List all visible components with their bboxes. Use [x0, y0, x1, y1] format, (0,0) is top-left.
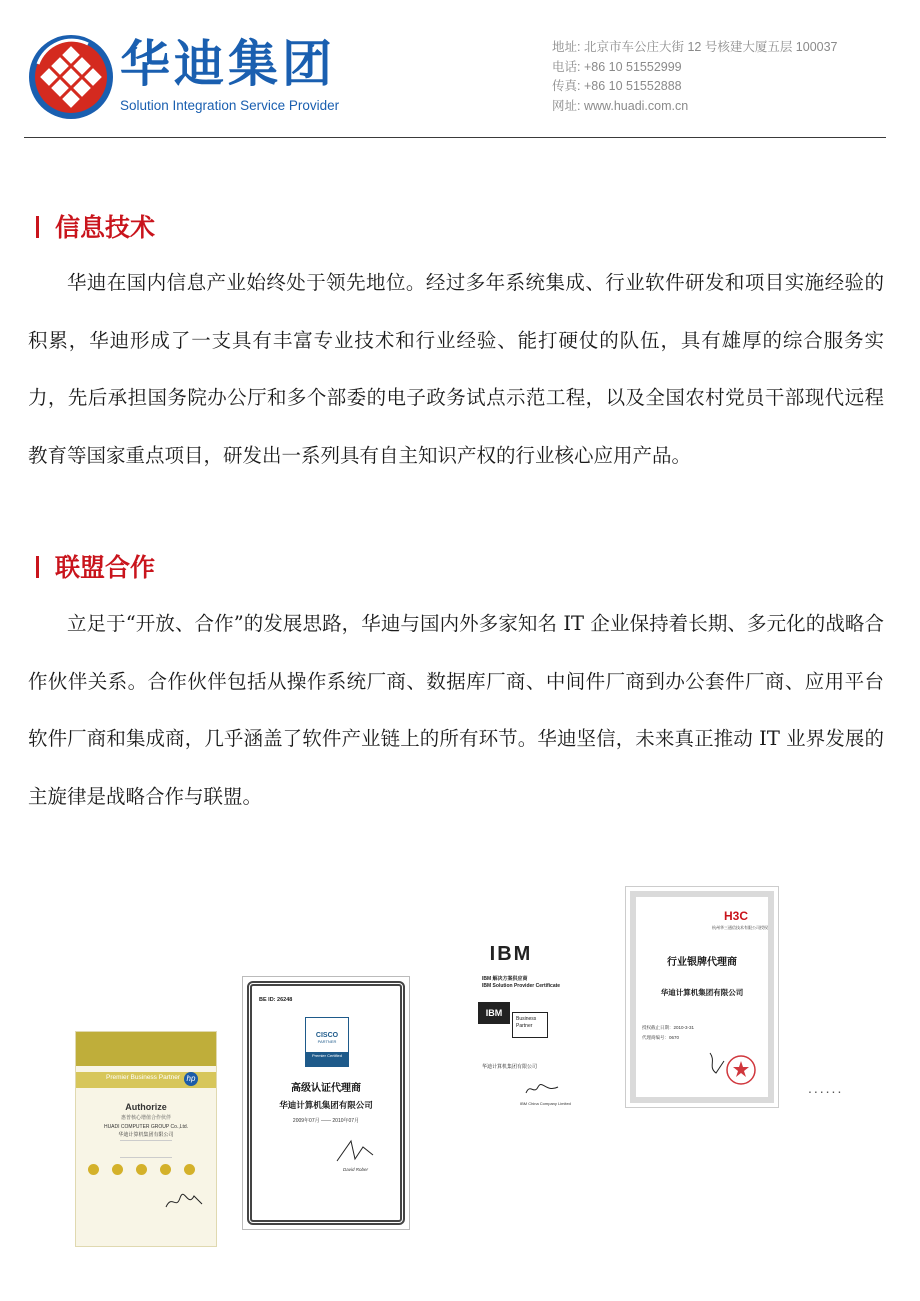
hp-gold-seals	[88, 1162, 195, 1180]
hp-certificate	[75, 1031, 217, 1247]
cisco-title: 高级认证代理商	[291, 1083, 361, 1094]
h3c-certificate	[625, 886, 779, 1108]
ibm-issuer: IBM China Company Limited	[520, 1101, 571, 1106]
cisco-logo-text: CISCO	[315, 1032, 339, 1039]
hp-company-en: HUADI COMPUTER GROUP Co.,Ltd.	[103, 1124, 189, 1130]
cisco-period: 2009年07月 —— 2010年07月	[292, 1118, 360, 1124]
cisco-signer: David Rober	[343, 1167, 369, 1172]
h3c-code: 代理商编号：0670	[642, 1035, 680, 1040]
ibm-signature-icon	[524, 1081, 560, 1097]
hp-company-cn: 华迪计算机集团有限公司	[118, 1132, 174, 1138]
contact-website[interactable]: 网址: www.huadi.com.cn	[552, 98, 689, 113]
contact-fax: 传真: +86 10 51552888	[552, 79, 682, 93]
cisco-badge-top: PARTNER	[317, 1039, 337, 1044]
ibm-partner-badge: IBM Business Partner	[478, 1002, 548, 1038]
contact-phone: 电话: +86 10 51552999	[552, 59, 682, 74]
h3c-company: 华迪计算机集团有限公司	[660, 988, 744, 997]
ibm-title-en: IBM Solution Provider Certificate	[482, 983, 561, 989]
ibm-logo: IBM	[489, 943, 533, 965]
cisco-id: BE ID: 26248	[259, 997, 293, 1003]
hp-logo-icon: hp	[184, 1072, 198, 1086]
ibm-title-cn: IBM 解决方案供应商	[482, 976, 528, 982]
brand-name-cn: 华迪集团	[120, 35, 336, 93]
brand-tagline: Solution Integration Service Provider	[120, 98, 340, 113]
h3c-signature-icon	[706, 1051, 728, 1077]
hp-signature-icon	[164, 1192, 204, 1212]
huadi-logo-icon	[28, 34, 114, 120]
header-divider	[24, 137, 886, 138]
h3c-seal-icon	[724, 1053, 758, 1087]
cisco-signature-icon	[333, 1137, 377, 1167]
h3c-logo: H3C	[724, 909, 749, 923]
cisco-certificate	[242, 976, 410, 1230]
section-heading-alliance: 联盟合作	[36, 548, 155, 584]
section-heading-it: 信息技术	[36, 208, 155, 244]
ibm-company: 华迪计算机集团有限公司	[482, 1064, 538, 1070]
more-indicator: ......	[808, 1080, 844, 1096]
h3c-valid: 授权截止日期：2010-3-31	[642, 1025, 695, 1030]
contact-block	[552, 38, 838, 116]
cisco-badge	[305, 1017, 349, 1067]
h3c-issuer: 杭州华三通信技术有限公司授权	[712, 925, 768, 930]
cisco-badge-bottom: Premier Certified	[306, 1052, 348, 1066]
section-body-alliance: 立足于“开放、合作”的发展思路，华迪与国内外多家知名 IT 企业保持着长期、多元化的战略合作伙伴关系。合作伙伴包括从操作系统厂商、数据库厂商、中间件厂商到办公套件厂商、应用平台软件厂商和集成商，几乎涵盖了软件产业链上的所有环节。华迪坚信，未来真正推动 IT 业界发展的主旋律是战略合作与联盟。	[28, 612, 884, 809]
cisco-company: 华迪计算机集团有限公司	[279, 1100, 373, 1110]
contact-address: 地址: 北京市车公庄大街 12 号核建大厦五层 100037	[552, 40, 838, 54]
h3c-title: 行业银牌代理商	[667, 957, 737, 968]
hp-heading: Authorize	[125, 1102, 167, 1112]
ibm-certificate	[436, 917, 586, 1113]
section-body-it: 华迪在国内信息产业始终处于领先地位。经过多年系统集成、行业软件研发和项目实施经验的积累，华迪形成了一支具有丰富专业技术和行业经验、能打硬仗的队伍，具有雄厚的综合服务实力，先后承担国务院办公厅和多个部委的电子政务试点示范工程，以及全国农村党员干部现代远程教育等国家重点项目，研发出一系列具有自主知识产权的行业核心应用产品。	[28, 271, 884, 468]
hp-banner-text: Premier Business Partner	[106, 1074, 181, 1081]
hp-subheading: 惠普核心增值合作伙伴	[120, 1115, 171, 1121]
